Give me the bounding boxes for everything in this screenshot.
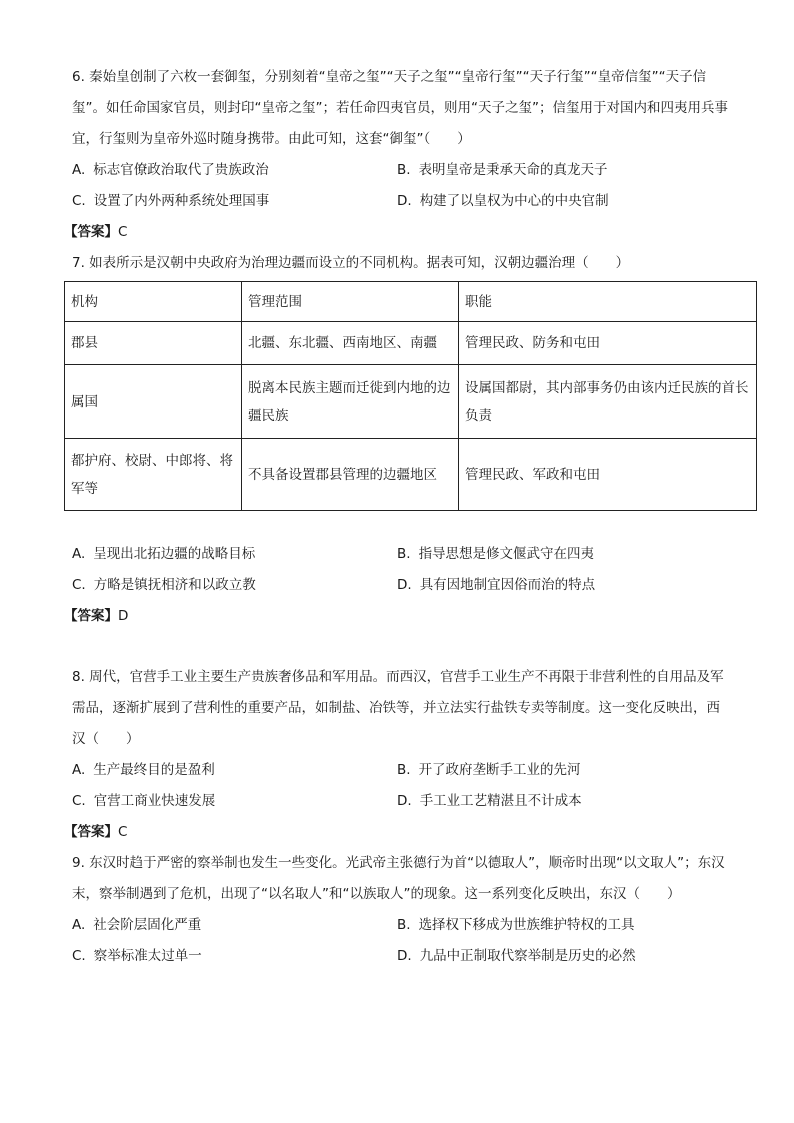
option-text: 九品中正制取代察举制是历史的必然 — [419, 948, 636, 964]
option-text: 手工业工艺精湛且不计成本 — [419, 793, 582, 809]
question-stem: 7. 如表所示是汉朝中央政府为治理边疆而设立的不同机构。据表可知，汉朝边疆治理（ ） — [72, 255, 630, 271]
table-cell: 郡县 — [65, 322, 242, 365]
table-row — [65, 439, 757, 511]
option-text: 设置了内外两种系统处理国事 — [93, 193, 270, 209]
table-header-row — [65, 282, 757, 322]
option-c — [72, 941, 397, 972]
option-letter: B. — [397, 162, 411, 178]
option-letter: C. — [72, 577, 86, 593]
answer-tag: 【答案】 — [64, 224, 118, 240]
option-a — [72, 755, 397, 786]
table-cell: 都护府、校尉、中郎将、将军等 — [65, 439, 242, 511]
table-cell: 不具备设置郡县管理的边疆地区 — [242, 439, 459, 511]
option-text: 具有因地制宜因俗而治的特点 — [419, 577, 596, 593]
exam-page — [64, 62, 749, 972]
answer-line — [64, 817, 732, 848]
table-cell: 属国 — [65, 365, 242, 439]
answer-value: C — [118, 224, 128, 240]
table-cell: 北疆、东北疆、西南地区、南疆 — [242, 322, 459, 365]
option-b — [397, 155, 732, 186]
options-list — [72, 155, 732, 217]
option-text: 呈现出北拓边疆的战略目标 — [93, 546, 256, 562]
table-header-cell: 职能 — [459, 282, 757, 322]
question-7 — [64, 248, 749, 632]
option-letter: B. — [397, 546, 411, 562]
option-c — [72, 570, 397, 601]
option-d — [397, 786, 732, 817]
question-9 — [72, 848, 732, 972]
table-row — [65, 365, 757, 439]
option-letter: D. — [397, 948, 412, 964]
options-list — [72, 539, 732, 601]
option-text: 标志官僚政治取代了贵族政治 — [93, 162, 269, 178]
question-stem: 6. 秦始皇创制了六枚一套御玺，分别刻着“皇帝之玺”“天子之玺”“皇帝行玺”“天子行玺”“皇帝信玺”“天子信玺”。如任命国家官员，则封印“皇帝之玺”；若任命四夷官员，则用“天子之玺”；信玺用于对国内和四夷用兵事宜，行玺则为皇帝外巡时随身携带。由此可知，这套“御玺”（ ） — [72, 69, 728, 147]
options-list — [72, 910, 732, 972]
option-d — [397, 186, 732, 217]
option-letter: C. — [72, 948, 86, 964]
answer-line — [64, 217, 732, 248]
governance-table — [64, 281, 757, 511]
option-letter: A. — [72, 762, 86, 778]
question-8 — [64, 662, 732, 848]
option-a — [72, 155, 397, 186]
option-a — [72, 539, 397, 570]
options-list — [72, 755, 732, 817]
option-text: 生产最终目的是盈利 — [93, 762, 215, 778]
option-letter: A. — [72, 546, 86, 562]
option-letter: B. — [397, 762, 411, 778]
option-b — [397, 539, 732, 570]
option-text: 指导思想是修文偃武守在四夷 — [418, 546, 595, 562]
option-d — [397, 941, 732, 972]
table-cell: 管理民政、防务和屯田 — [459, 322, 757, 365]
answer-tag: 【答案】 — [64, 608, 118, 624]
question-stem: 8. 周代，官营手工业主要生产贵族奢侈品和军用品。而西汉，官营手工业生产不再限于非营利性的自用品及军需品，逐渐扩展到了营利性的重要产品，如制盐、冶铁等，并立法实行盐铁专卖等制度。这一变化反映出，西汉（ ） — [72, 669, 724, 747]
option-text: 构建了以皇权为中心的中央官制 — [419, 193, 609, 209]
option-b — [397, 755, 732, 786]
option-letter: D. — [397, 193, 412, 209]
option-c — [72, 186, 397, 217]
table-cell: 脱离本民族主题而迁徙到内地的边疆民族 — [242, 365, 459, 439]
option-text: 社会阶层固化严重 — [93, 917, 202, 933]
option-letter: D. — [397, 793, 412, 809]
table-header-cell: 管理范围 — [242, 282, 459, 322]
question-stem: 9. 东汉时趋于严密的察举制也发生一些变化。光武帝主张德行为首“以德取人”，顺帝时出现“以文取人”；东汉末，察举制遇到了危机，出现了“以名取人”和“以族取人”的现象。这一系列变化反映出，东汉（ ） — [72, 855, 725, 902]
option-text: 方略是镇抚相济和以政立教 — [93, 577, 256, 593]
option-b — [397, 910, 732, 941]
table-header-cell: 机构 — [65, 282, 242, 322]
spacer — [72, 632, 732, 662]
option-letter: D. — [397, 577, 412, 593]
table-cell: 设属国都尉，其内部事务仍由该内迁民族的首长负责 — [459, 365, 757, 439]
answer-tag: 【答案】 — [64, 824, 118, 840]
option-text: 察举标准太过单一 — [93, 948, 202, 964]
option-text: 选择权下移成为世族维护特权的工具 — [418, 917, 635, 933]
option-letter: B. — [397, 917, 411, 933]
answer-value: C — [118, 824, 128, 840]
table-row — [65, 322, 757, 365]
option-text: 官营工商业快速发展 — [93, 793, 216, 809]
option-letter: C. — [72, 793, 86, 809]
option-letter: A. — [72, 162, 86, 178]
option-a — [72, 910, 397, 941]
option-text: 表明皇帝是秉承天命的真龙天子 — [418, 162, 608, 178]
option-c — [72, 786, 397, 817]
option-letter: A. — [72, 917, 86, 933]
option-d — [397, 570, 732, 601]
answer-value: D — [118, 608, 129, 624]
answer-line — [64, 601, 732, 632]
table-cell: 管理民政、军政和屯田 — [459, 439, 757, 511]
option-text: 开了政府垄断手工业的先河 — [418, 762, 581, 778]
option-letter: C. — [72, 193, 86, 209]
question-6 — [64, 62, 732, 248]
